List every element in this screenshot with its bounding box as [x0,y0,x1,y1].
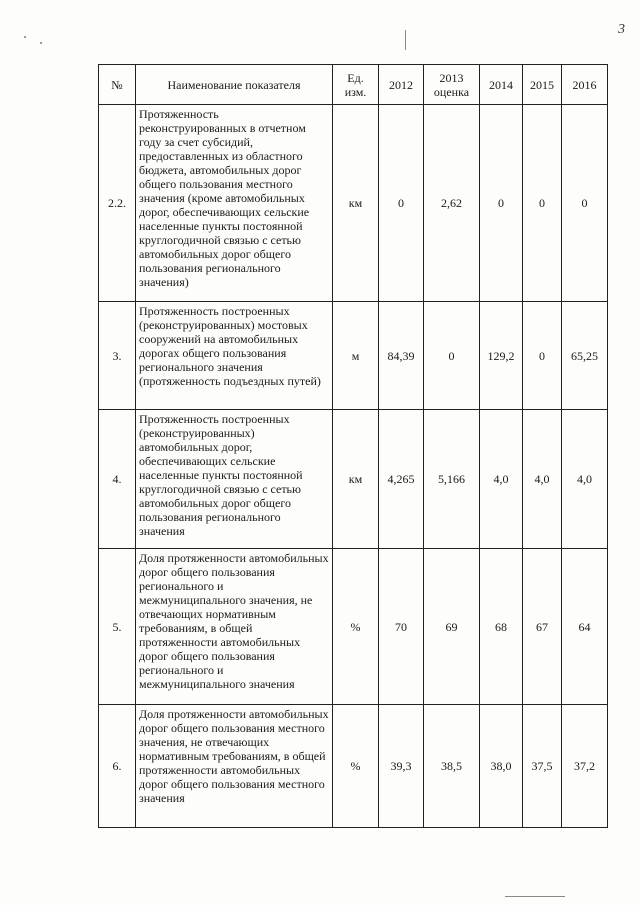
value-2015: 37,5 [523,705,562,828]
header-2013-line2: оценка [433,84,470,99]
value-2015: 67 [523,549,562,705]
row-num: 2.2. [99,105,136,302]
row-name: Протяженность построенных (реконструированных) автомобильных дорог, обеспечивающих сельские населенные пункты постоянной круглогодичной связью с сетью автомобильных дорог общего пользования регионального значения [136,410,333,549]
header-num: № [99,65,136,105]
value-2014: 129,2 [480,302,523,410]
value-2013: 5,166 [424,410,480,549]
header-2013 [424,65,480,105]
scan-dot [40,42,42,44]
table-row [99,302,608,410]
header-2013-line1: 2013 [439,70,464,85]
row-num: 3. [99,302,136,410]
value-2014: 68 [480,549,523,705]
row-num: 6. [99,705,136,828]
row-unit: м [333,302,379,410]
table-row [99,105,608,302]
row-name: Доля протяженности автомобильных дорог общего пользования местного значения, не отвечающих нормативным требованиям, в общей протяженности автомобильных дорог общего пользования местного значения [136,705,333,828]
value-2014: 38,0 [480,705,523,828]
value-2013: 2,62 [424,105,480,302]
value-2012: 4,265 [379,410,424,549]
value-2013: 69 [424,549,480,705]
header-2016: 2016 [562,65,608,105]
header-2012: 2012 [379,65,424,105]
table-row [99,705,608,828]
row-unit: км [333,105,379,302]
row-num: 4. [99,410,136,549]
header-unit-line1: Ед. [347,70,364,85]
scan-dash [505,896,565,897]
value-2014: 4,0 [480,410,523,549]
scan-dash [405,30,406,50]
header-2015: 2015 [523,65,562,105]
value-2014: 0 [480,105,523,302]
header-unit [333,65,379,105]
value-2015: 4,0 [523,410,562,549]
row-name: Доля протяженности автомобильных дорог общего пользования регионального и межмуниципального значения, не отвечающих нормативным требованиям, в общей протяженности автомобильных дорог общего пользования регионального и межмуниципального значения [136,549,333,705]
value-2013: 38,5 [424,705,480,828]
value-2016: 4,0 [562,410,608,549]
row-num: 5. [99,549,136,705]
value-2016: 64 [562,549,608,705]
value-2012: 70 [379,549,424,705]
header-unit-line2: изм. [344,84,367,99]
table-row [99,410,608,549]
indicators-table [98,64,608,828]
value-2013: 0 [424,302,480,410]
scan-dot [24,36,26,38]
value-2016: 37,2 [562,705,608,828]
value-2012: 39,3 [379,705,424,828]
value-2016: 0 [562,105,608,302]
value-2016: 65,25 [562,302,608,410]
row-unit: км [333,410,379,549]
row-unit: % [333,705,379,828]
header-name: Наименование показателя [136,65,333,105]
header-2014: 2014 [480,65,523,105]
page-number: 3 [618,22,625,37]
row-name: Протяженность реконструированных в отчетном году за счет субсидий, предоставленных из областного бюджета, автомобильных дорог общего пользования местного значения (кроме автомобильных дорог, обеспечивающих сельские населенные пункты постоянной круглогодичной связью с сетью автомобильных дорог общего пользования регионального значения) [136,105,333,302]
table-header-row [99,65,608,105]
row-name: Протяженность построенных (реконструированных) мостовых сооружений на автомобильных дорогах общего пользования регионального значения (протяженность подъездных путей) [136,302,333,410]
value-2015: 0 [523,302,562,410]
value-2015: 0 [523,105,562,302]
value-2012: 0 [379,105,424,302]
value-2012: 84,39 [379,302,424,410]
row-unit: % [333,549,379,705]
table-row [99,549,608,705]
